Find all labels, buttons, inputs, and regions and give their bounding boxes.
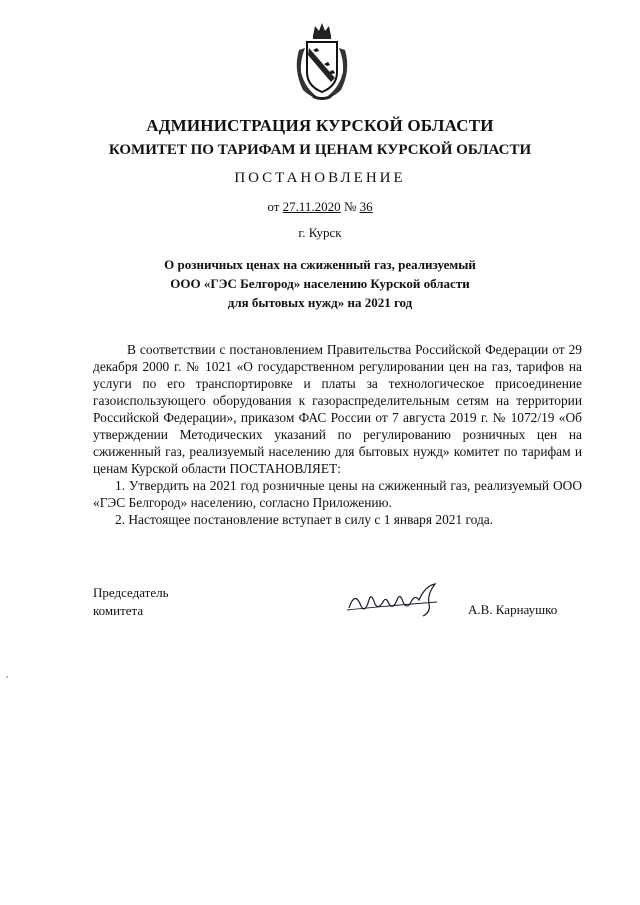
clause-1: 1. Утвердить на 2021 год розничные цены на сжиженный газ, реализуемый ООО «ГЭС Белгород» населению, согласно Приложению. bbox=[93, 478, 582, 510]
preamble-paragraph: В соответствии с постановлением Правительства Российской Федерации от 29 декабря 2000 г. № 1021 «О государственном регулировании цен на газ, тарифов на услуги по его транспортировке и платы за технологическое присоединение газоиспользующего оборудования к газораспределительным сетям на территории Российской Федерации», приказом ФАС России от 7 августа 2019 г. № 1072/19 «Об утверждении Методических указаний по регулированию розничных цен на сжиженный газ, реализуемый населению для бытовых нужд» комитет по тарифам и ценам Курской области ПОСТАНОВЛЯЕТ: bbox=[93, 342, 582, 476]
position-line: комитета bbox=[93, 603, 144, 618]
city: г. Курск bbox=[298, 225, 342, 240]
date-number-line bbox=[0, 199, 640, 215]
position-line: Председатель bbox=[93, 585, 169, 600]
document-body bbox=[93, 341, 582, 528]
organization-name: АДМИНИСТРАЦИЯ КУРСКОЙ ОБЛАСТИ bbox=[146, 116, 494, 135]
signatory-name: А.В. Карнаушко bbox=[468, 602, 558, 617]
date-prefix: от bbox=[267, 199, 280, 214]
title-line: ООО «ГЭС Белгород» населению Курской области bbox=[170, 276, 470, 291]
document-type: ПОСТАНОВЛЕНИЕ bbox=[234, 170, 406, 186]
title-line: для бытовых нужд» на 2021 год bbox=[227, 295, 413, 310]
title-line: О розничных ценах на сжиженный газ, реализуемый bbox=[164, 257, 476, 272]
scan-artifact bbox=[6, 676, 8, 678]
document-title bbox=[120, 255, 520, 312]
signatory-position bbox=[93, 584, 169, 620]
number-prefix: № bbox=[343, 199, 357, 214]
handwritten-signature-icon bbox=[345, 580, 455, 620]
document-number: 36 bbox=[359, 199, 373, 214]
committee-name: КОМИТЕТ ПО ТАРИФАМ И ЦЕНАМ КУРСКОЙ ОБЛАСТИ bbox=[108, 142, 532, 158]
coat-of-arms-icon bbox=[291, 20, 353, 102]
clause-2: 2. Настоящее постановление вступает в силу с 1 января 2021 года. bbox=[115, 512, 494, 527]
document-date: 27.11.2020 bbox=[282, 199, 341, 214]
